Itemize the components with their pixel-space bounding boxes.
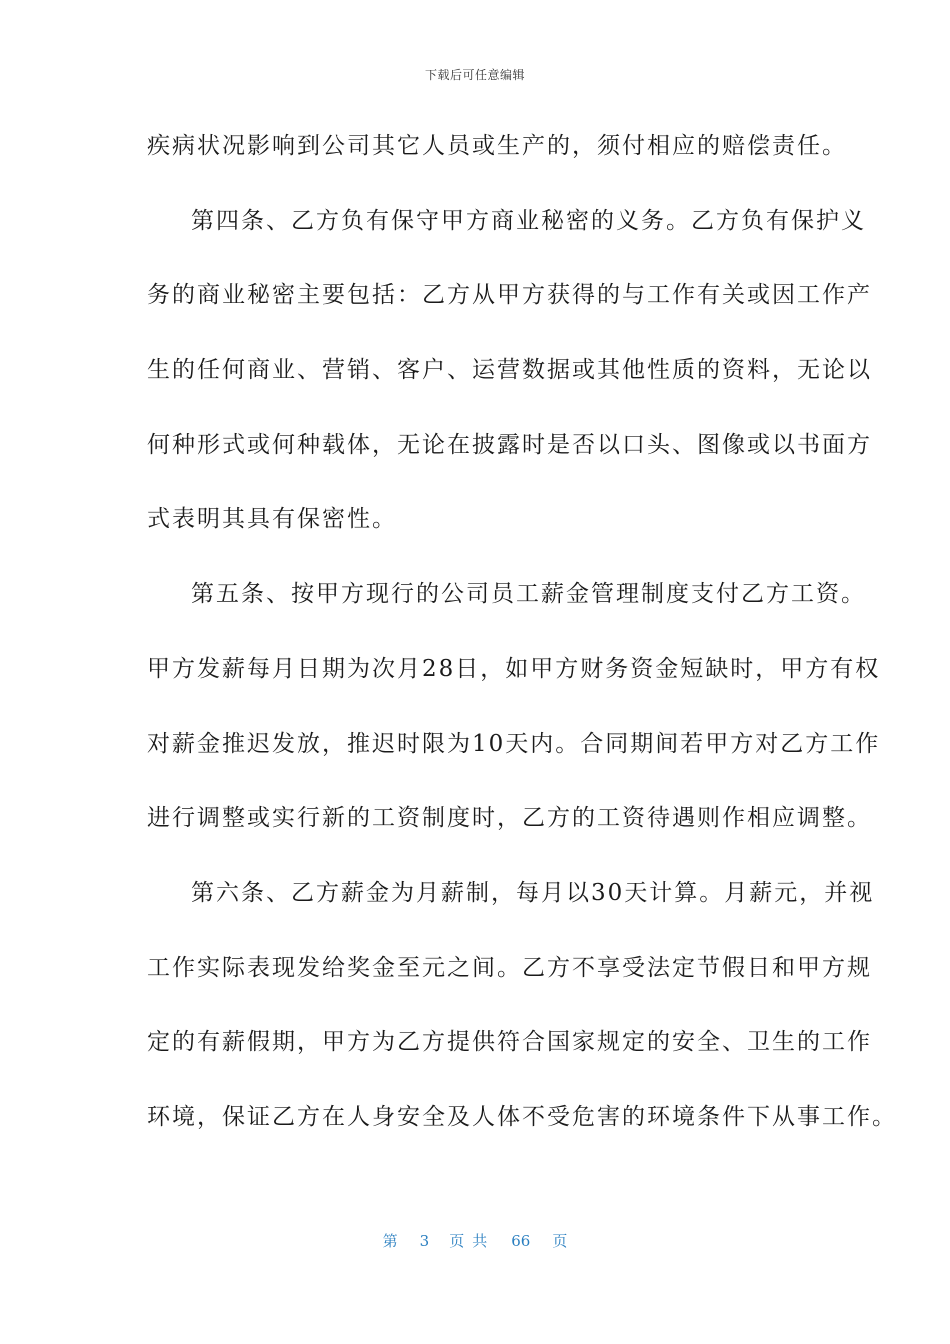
body-line: 对薪金推迟发放，推迟时限为10天内。合同期间若甲方对乙方工作 <box>147 730 881 757</box>
footer-suffix: 页 <box>552 1232 568 1250</box>
body-line: 第五条、按甲方现行的公司员工薪金管理制度支付乙方工资。 <box>191 581 866 608</box>
body-line: 生的任何商业、营销、客户、运营数据或其他性质的资料，无论以 <box>147 357 872 384</box>
body-line: 进行调整或实行新的工资制度时，乙方的工资待遇则作相应调整。 <box>147 805 872 832</box>
document-body <box>147 126 897 1172</box>
footer-page-number: 3 <box>419 1232 430 1250</box>
footer-total-pages: 66 <box>511 1232 531 1250</box>
body-line: 疾病状况影响到公司其它人员或生产的，须付相应的赔偿责任。 <box>147 133 847 159</box>
footer-prefix: 第 <box>382 1232 398 1250</box>
footer-middle-a: 页 <box>449 1232 465 1250</box>
header-note: 下载后可任意编辑 <box>424 68 525 82</box>
body-line: 定的有薪假期，甲方为乙方提供符合国家规定的安全、卫生的工作 <box>147 1029 872 1056</box>
body-line: 工作实际表现发给奖金至元之间。乙方不享受法定节假日和甲方规 <box>147 954 872 981</box>
body-line: 环境，保证乙方在人身安全及人体不受危害的环境条件下从事工作。 <box>147 1103 897 1130</box>
body-line: 甲方发薪每月日期为次月28日，如甲方财务资金短缺时，甲方有权 <box>147 655 881 682</box>
footer-middle-b: 共 <box>472 1232 488 1250</box>
body-line: 务的商业秘密主要包括：乙方从甲方获得的与工作有关或因工作产 <box>147 282 872 309</box>
body-line: 第六条、乙方薪金为月薪制，每月以30天计算。月薪元，并视 <box>191 879 875 906</box>
body-line: 何种形式或何种载体，无论在披露时是否以口头、图像或以书面方 <box>147 431 872 458</box>
page-footer <box>0 1230 950 1251</box>
body-line: 第四条、乙方负有保守甲方商业秘密的义务。乙方负有保护义 <box>191 207 866 234</box>
body-line: 式表明其具有保密性。 <box>147 506 397 533</box>
